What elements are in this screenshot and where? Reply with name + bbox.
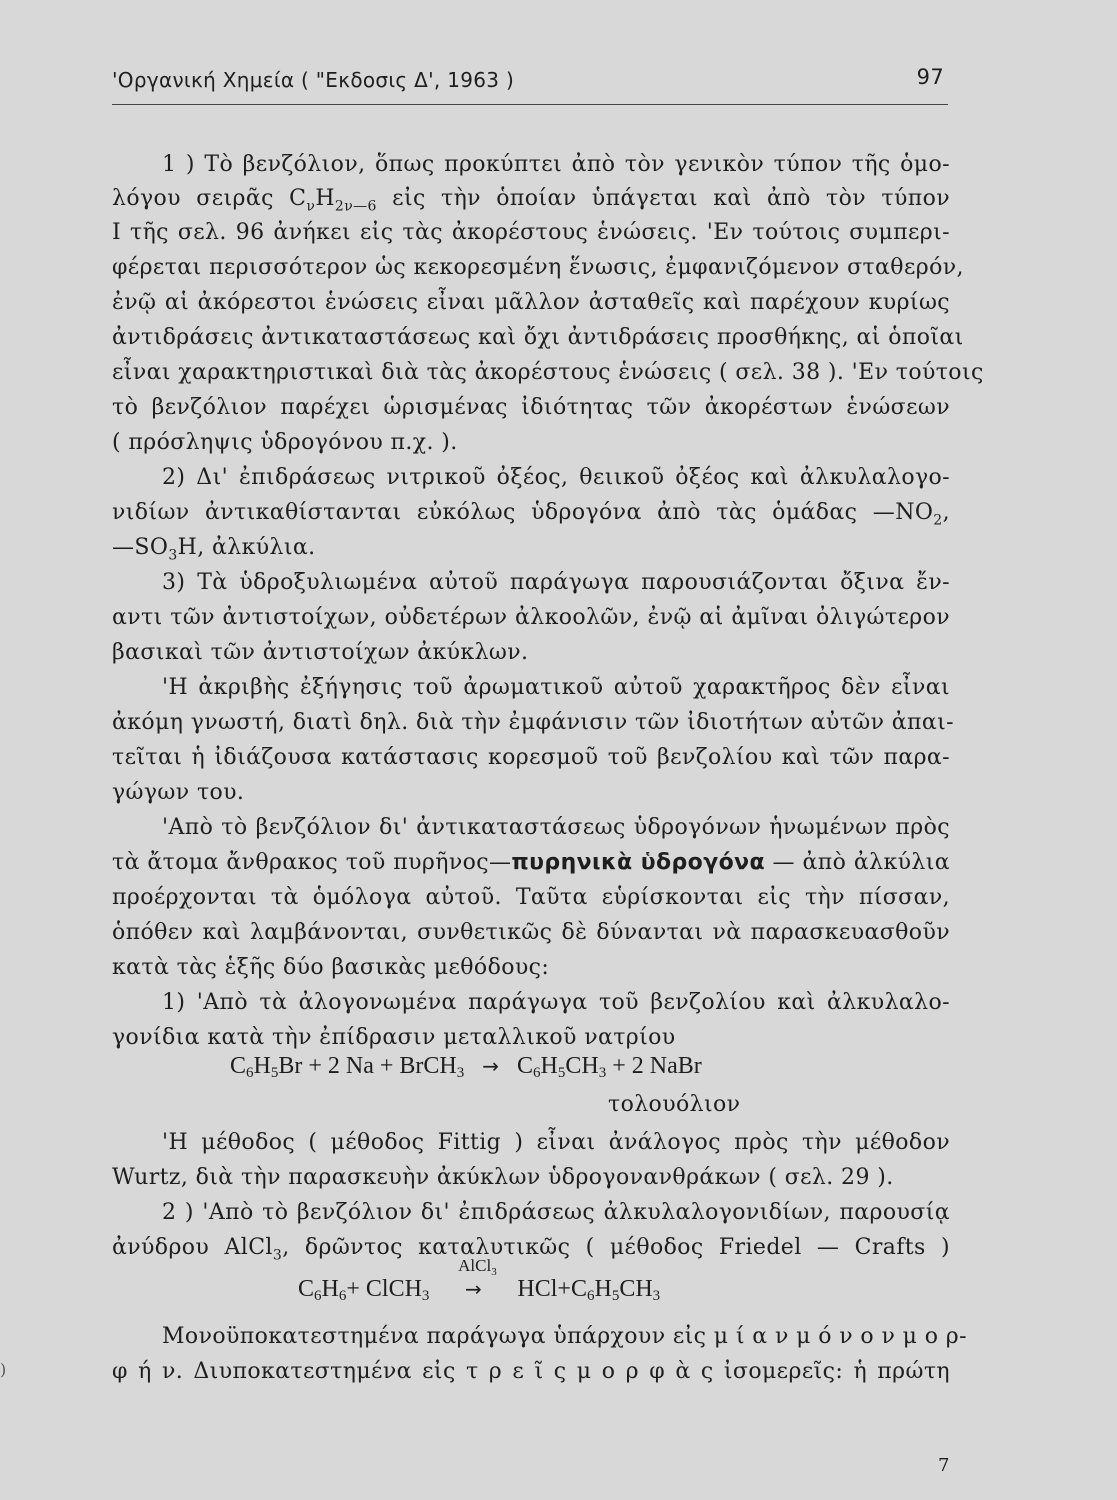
- text-line: 'Η μέθοδος ( μέθοδος Fittig ) εἶναι ἀνάλογος πρὸς τὴν μέθοδον: [162, 1130, 950, 1155]
- text-line: αντι τῶν ἀντιστοίχων, οὐδετέρων ἀλκοολῶν, ἐνῷ αἱ ἀμῖναι ὀλιγώτερον: [112, 605, 950, 630]
- text-line: γώγων του.: [112, 780, 245, 805]
- signature-mark: 7: [938, 1455, 950, 1476]
- equation-label: τολουόλιον: [608, 1092, 741, 1117]
- header-rule: [112, 104, 948, 105]
- text-line: φ ή ν. Διυποκατεστημένα εἰς τ ρ ε ῖ ς μ ο ρ φ ὰ ς ἰσομερεῖς: ἡ πρώτη: [112, 1359, 950, 1384]
- text-line: ἀντιδράσεις ἀντικαταστάσεως καὶ ὄχι ἀντιδράσεις προσθήκης, αἱ ὁποῖαι: [112, 325, 964, 350]
- running-header: [112, 65, 946, 92]
- text-line: γονίδια κατὰ τὴν ἐπίδρασιν μεταλλικοῦ νατρίου: [112, 1025, 676, 1050]
- reaction-arrow: →: [482, 1054, 500, 1078]
- text-line: 'Απὸ τὸ βενζόλιον δι' ἀντικαταστάσεως ὑδρογόνων ἡνωμένων πρὸς: [162, 815, 950, 840]
- equation-fittig: $C_6H_5Br + 2$ Na + BrCH$_3$ → $C_6H_5CH_3 + 2$ NaBr: [230, 1053, 702, 1081]
- text-line: I τῆς σελ. 96 ἀνήκει εἰς τὰς ἀκορέστους ἑνώσεις. 'Εν τούτοις συμπερι-: [112, 220, 950, 245]
- text-line: τὸ βενζόλιον παρέχει ὡρισμένας ἰδιότητας τῶν ἀκορέστων ἑνώσεων: [112, 395, 950, 420]
- text-line: Wurtz, διὰ τὴν παρασκευὴν ἀκύκλων ὑδρογονανθράκων ( σελ. 29 ).: [112, 1165, 894, 1190]
- page-number: 97: [916, 65, 944, 89]
- text-line: λόγου σειρᾶς $C_\nu H_{2\nu—6}$ εἰς τὴν ὁποίαν ὑπάγεται καὶ ἀπὸ τὸν τύπον: [112, 186, 950, 215]
- text-line: φέρεται περισσότερον ὡς κεκορεσμένη ἕνωσις, ἐμφανιζόμενον σταθερόν,: [112, 255, 964, 280]
- text-line: 1 ) Τὸ βενζόλιον, ὅπως προκύπτει ἀπὸ τὸν γενικὸν τύπον τῆς ὁμο-: [162, 152, 950, 177]
- text-line: 3) Τὰ ὑδροξυλιωμένα αὐτοῦ παράγωγα παρουσιάζονται ὄξινα ἔν-: [162, 570, 950, 595]
- text-line: τεῖται ἡ ἰδιάζουσα κατάστασις κορεσμοῦ τοῦ βενζολίου καὶ τῶν παρα-: [112, 745, 950, 770]
- text-line: εἶναι χαρακτηριστικαὶ διὰ τὰς ἀκορέστους ἑνώσεις ( σελ. 38 ). 'Εν τούτοις: [112, 360, 984, 385]
- text-line: 2 ) 'Απὸ τὸ βενζόλιον δι' ἐπιδράσεως ἀλκυλαλογονιδίων, παρουσίᾳ: [162, 1200, 950, 1225]
- text-line: 2) Δι' ἐπιδράσεως νιτρικοῦ ὀξέος, θειικοῦ ὀξέος καὶ ἀλκυλαλογο-: [162, 465, 950, 490]
- text-line: 1) 'Απὸ τὰ ἀλογονωμένα παράγωγα τοῦ βενζολίου καὶ ἀλκυλαλο-: [162, 990, 950, 1015]
- text-line: ἐνῷ αἱ ἀκόρεστοι ἑνώσεις εἶναι μᾶλλον ἀσταθεῖς καὶ παρέχουν κυρίως: [112, 290, 950, 315]
- text-line: ( πρόσληψις ὑδρογόνου π.χ. ).: [112, 430, 458, 455]
- text-line: $—SO_3H$, ἀλκύλια.: [112, 535, 316, 564]
- bold-term: πυρηνικὰ ὑδρογόνα: [511, 850, 765, 875]
- header-title: 'Οργανική Χημεία ( "Εκδοσις Δ', 1963 ): [112, 68, 515, 92]
- text-line: ὁπόθεν καὶ λαμβάνονται, συνθετικῶς δὲ δύνανται νὰ παρασκευασθοῦν: [112, 920, 950, 945]
- catalyst-label: AlCl$_3$: [458, 1256, 497, 1278]
- text-line: νιδίων ἀντικαθίστανται εὐκόλως ὑδρογόνα ἀπὸ τὰς ὁμάδας $—NO_2$,: [112, 500, 950, 529]
- text-line: ἀκόμη γνωστή, διατὶ δηλ. διὰ τὴν ἐμφάνισιν τῶν ἰδιοτήτων αὐτῶν ἀπαι-: [112, 710, 955, 735]
- text-line: κατὰ τὰς ἑξῆς δύο βασικὰς μεθόδους:: [112, 955, 550, 980]
- text-line: Μονοϋποκατεστημένα παράγωγα ὑπάρχουν εἰς μ ί α ν μ ό ν ο ν μ ο ρ-: [162, 1324, 967, 1349]
- text-line: 'Η ἀκριβὴς ἐξήγησις τοῦ ἀρωματικοῦ αὐτοῦ χαρακτῆρος δὲν εἶναι: [162, 675, 950, 700]
- edge-mark: ): [0, 1360, 7, 1379]
- equation-friedel-crafts: $C_6H_6+$ ClCH$_3$ AlCl$_3$ → $HCl+C_6H_5CH_3$: [298, 1256, 661, 1304]
- text-line: ἀνύδρου AlCl$_3$, δρῶντος καταλυτικῶς ( μέθοδος Friedel — Crafts ): [112, 1235, 950, 1264]
- text-line: βασικαὶ τῶν ἀντιστοίχων ἀκύκλων.: [112, 640, 529, 665]
- reaction-arrow: →: [465, 1277, 482, 1301]
- text-line: τὰ ἄτομα ἄνθρακος τοῦ πυρῆνος—πυρηνικὰ ὑδρογόνα — ἀπὸ ἀλκύλια: [112, 850, 950, 875]
- text-line: προέρχονται τὰ ὁμόλογα αὐτοῦ. Ταῦτα εὑρίσκονται εἰς τὴν πίσσαν,: [112, 885, 950, 910]
